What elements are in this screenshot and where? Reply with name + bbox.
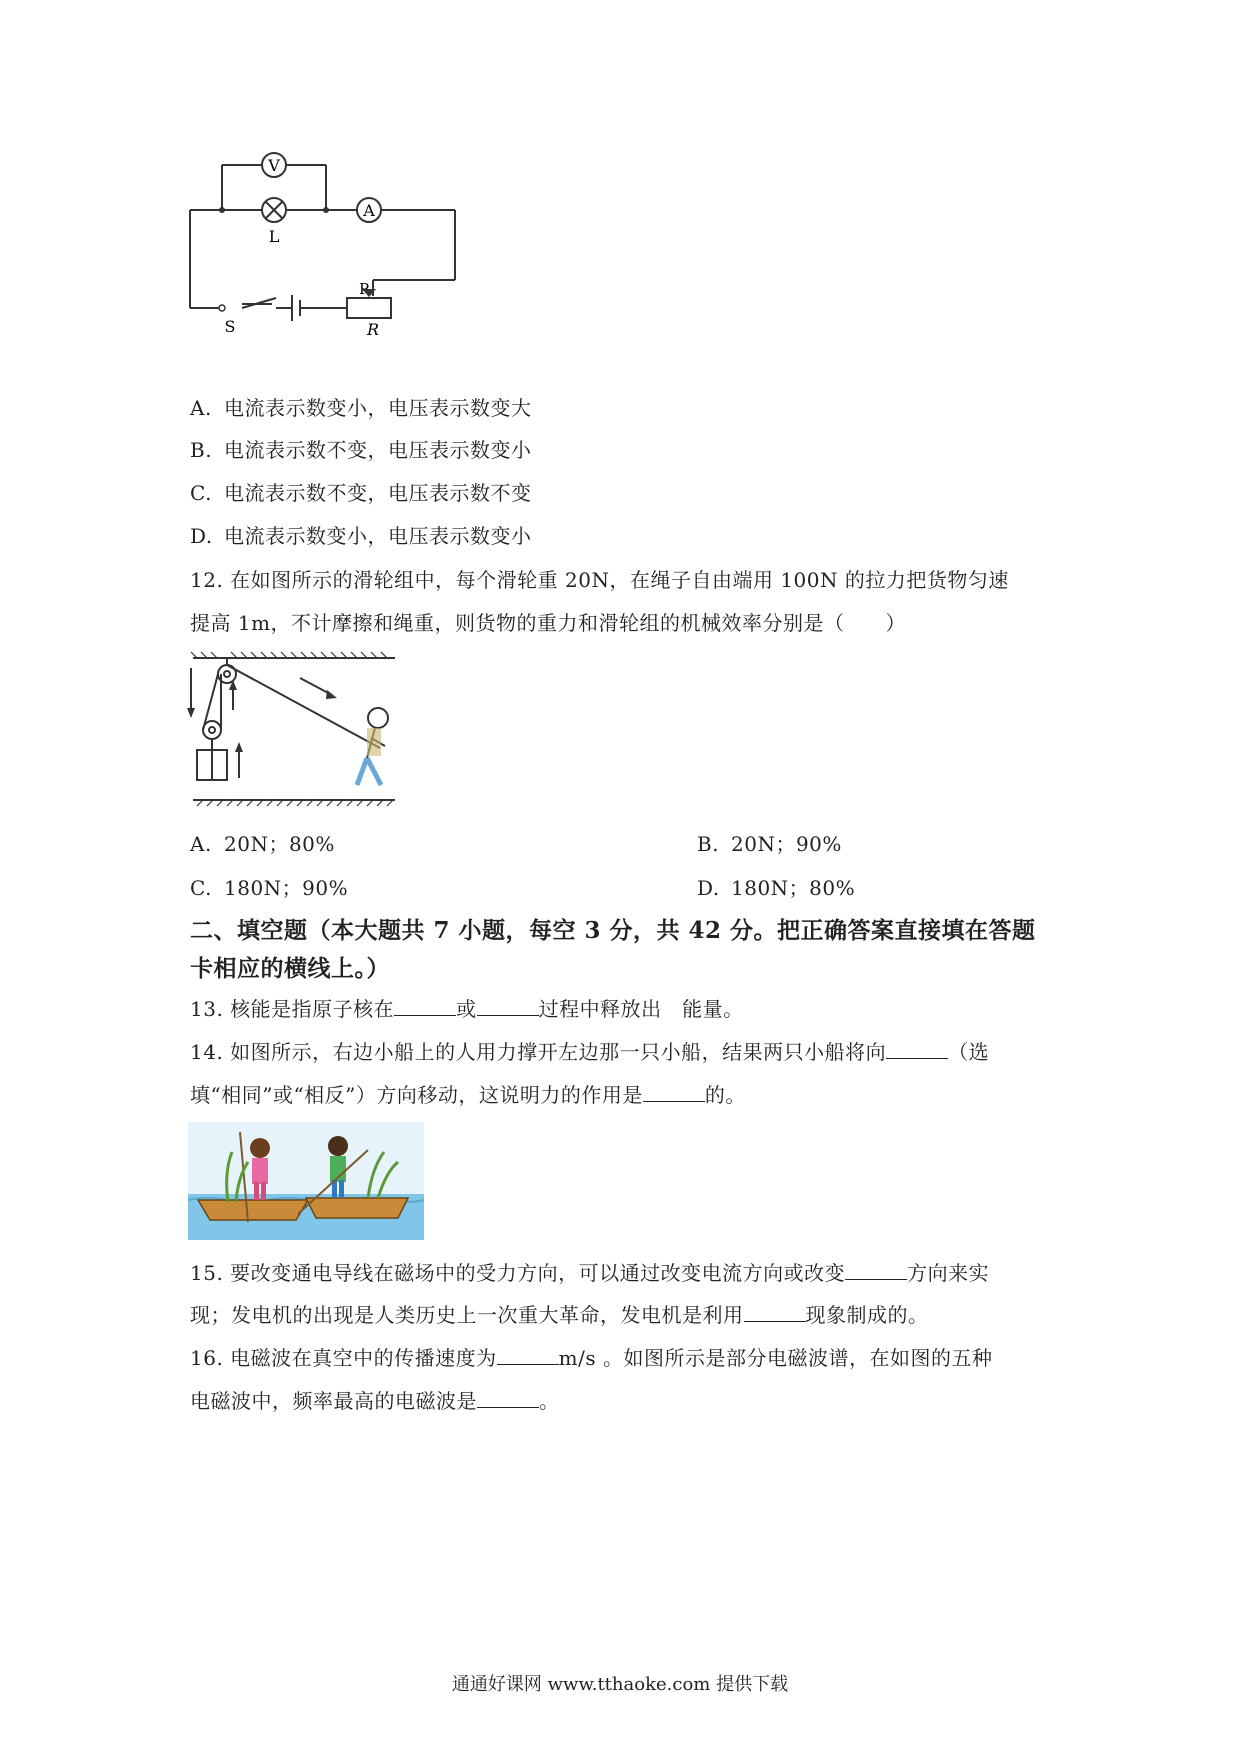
q11-option-b: B. 电流表示数不变，电压表示数变小 [190, 438, 532, 462]
q12-option-d: D. 180N；80% [697, 876, 856, 900]
q15-blank-2[interactable] [744, 1301, 806, 1322]
slider-label: P [358, 280, 370, 298]
q16-blank-1[interactable] [497, 1344, 559, 1365]
q15-blank-1[interactable] [845, 1259, 907, 1280]
rheostat-label: R [366, 320, 380, 339]
q14-line1: 14. 如图所示，右边小船上的人用力撑开左边那一只小船，结果两只小船将向 （选 [190, 1040, 990, 1064]
q13-blank-2[interactable] [477, 995, 539, 1016]
q16-line1: 16. 电磁波在真空中的传播速度为 m/s 。如图所示是部分电磁波谱，在如图的五种 [190, 1346, 993, 1370]
page-footer: 通通好课网 www.tthaoke.com 提供下载 [451, 1674, 789, 1695]
q12-option-b: B. 20N；90% [697, 832, 842, 856]
boats-image [188, 1122, 424, 1240]
q15-line1: 15. 要改变通电导线在磁场中的受力方向，可以通过改变电流方向或改变 方向来实 [190, 1261, 990, 1285]
q16-blank-2[interactable] [477, 1387, 539, 1408]
section2-heading-line1: 二、填空题（本大题共 7 小题，每空 3 分，共 42 分。把正确答案直接填在答题 [190, 917, 1036, 944]
q12-stem-line1: 12. 在如图所示的滑轮组中，每个滑轮重 20N，在绳子自由端用 100N 的拉力把货物匀速 [190, 568, 1009, 592]
q11-option-d: D. 电流表示数变小，电压表示数变小 [190, 524, 532, 548]
q11-option-c: C. 电流表示数不变，电压表示数不变 [190, 481, 532, 505]
pulley-figure [185, 650, 405, 810]
q12-stem-line2: 提高 1m，不计摩擦和绳重，则货物的重力和滑轮组的机械效率分别是（ ） [190, 611, 907, 635]
voltmeter-label: V [268, 156, 280, 175]
lamp-label: L [268, 227, 280, 246]
ammeter-label: A [363, 201, 375, 220]
q12-option-c: C. 180N；90% [190, 876, 349, 900]
q12-option-a: A. 20N；80% [190, 832, 335, 856]
circuit-diagram [180, 140, 470, 350]
q15-line2: 现；发电机的出现是人类历史上一次重大革命，发电机是利用 现象制成的。 [190, 1303, 929, 1327]
q16-line2: 电磁波中，频率最高的电磁波是 。 [190, 1389, 560, 1413]
q13-blank-1[interactable] [394, 995, 456, 1016]
switch-label: S [224, 317, 236, 336]
q11-option-a: A. 电流表示数变小，电压表示数变大 [190, 396, 532, 420]
section2-heading-line2: 卡相应的横线上。） [190, 955, 390, 982]
q14-blank-2[interactable] [643, 1081, 705, 1102]
q14-line2: 填“相同”或“相反”）方向移动，这说明力的作用是 的。 [190, 1083, 746, 1107]
q13: 13. 核能是指原子核在 或 过程中释放出 能量。 [190, 997, 744, 1021]
q14-blank-1[interactable] [886, 1038, 948, 1059]
